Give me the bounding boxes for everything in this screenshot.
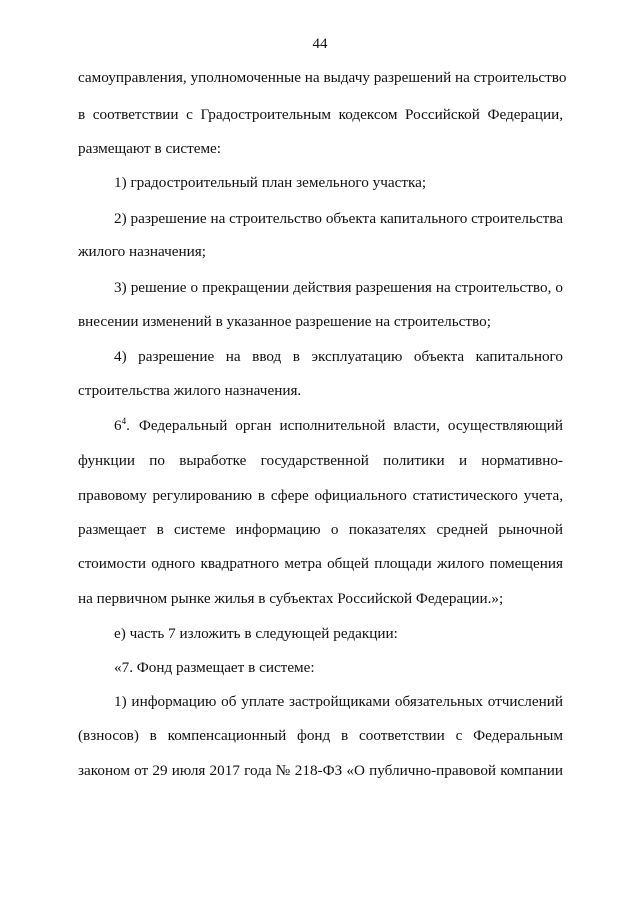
- text-line: в соответствии с Градостроительным кодексом Российской Федерации,: [78, 106, 563, 123]
- list-item-1: 1) градостроительный план земельного участка;: [114, 174, 427, 191]
- text-line: стоимости одного квадратного метра общей площади жилого помещения: [78, 555, 563, 572]
- text-line: правовому регулированию в сфере официального статистического учета,: [78, 487, 563, 504]
- text-line: жилого назначения;: [78, 243, 207, 260]
- text-line: (взносов) в компенсационный фонд в соответствии с Федеральным: [78, 727, 563, 744]
- text-line: строительства жилого назначения.: [78, 382, 302, 399]
- list-item-3: 3) решение о прекращении действия разрешения на строительство, о: [114, 279, 563, 296]
- text-line: самоуправления, уполномоченные на выдачу разрешений на строительство: [78, 69, 567, 86]
- quoted-part-7: «7. Фонд размещает в системе:: [114, 659, 315, 676]
- text-line: на первичном рынке жилья в субъектах Российской Федерации.»;: [78, 590, 504, 607]
- text-line: Федеральный орган исполнительной власти, осуществляющий: [138, 417, 563, 434]
- text-line: функции по выработке государственной политики и нормативно-: [78, 452, 563, 469]
- text-line: законом от 29 июля 2017 года № 218-ФЗ «О публично-правовой компании: [78, 762, 563, 779]
- page-number: 44: [312, 36, 328, 52]
- text-line: внесении изменений в указанное разрешение на строительство;: [78, 313, 491, 330]
- text-line: размещают в системе:: [78, 140, 222, 157]
- paragraph-6-4-first-line: [114, 416, 563, 436]
- list-item-2: 2) разрешение на строительство объекта капитального строительства: [114, 210, 563, 227]
- list-item-4: 4) разрешение на ввод в эксплуатацию объекта капитального: [114, 348, 563, 365]
- list-item-1: 1) информацию об уплате застройщиками обязательных отчислений: [114, 693, 563, 710]
- text-line: размещает в системе информацию о показателях средней рыночной: [78, 521, 563, 538]
- paragraph-number: $6^4$.: [114, 415, 130, 434]
- amendment-e: е) часть 7 изложить в следующей редакции:: [114, 625, 398, 642]
